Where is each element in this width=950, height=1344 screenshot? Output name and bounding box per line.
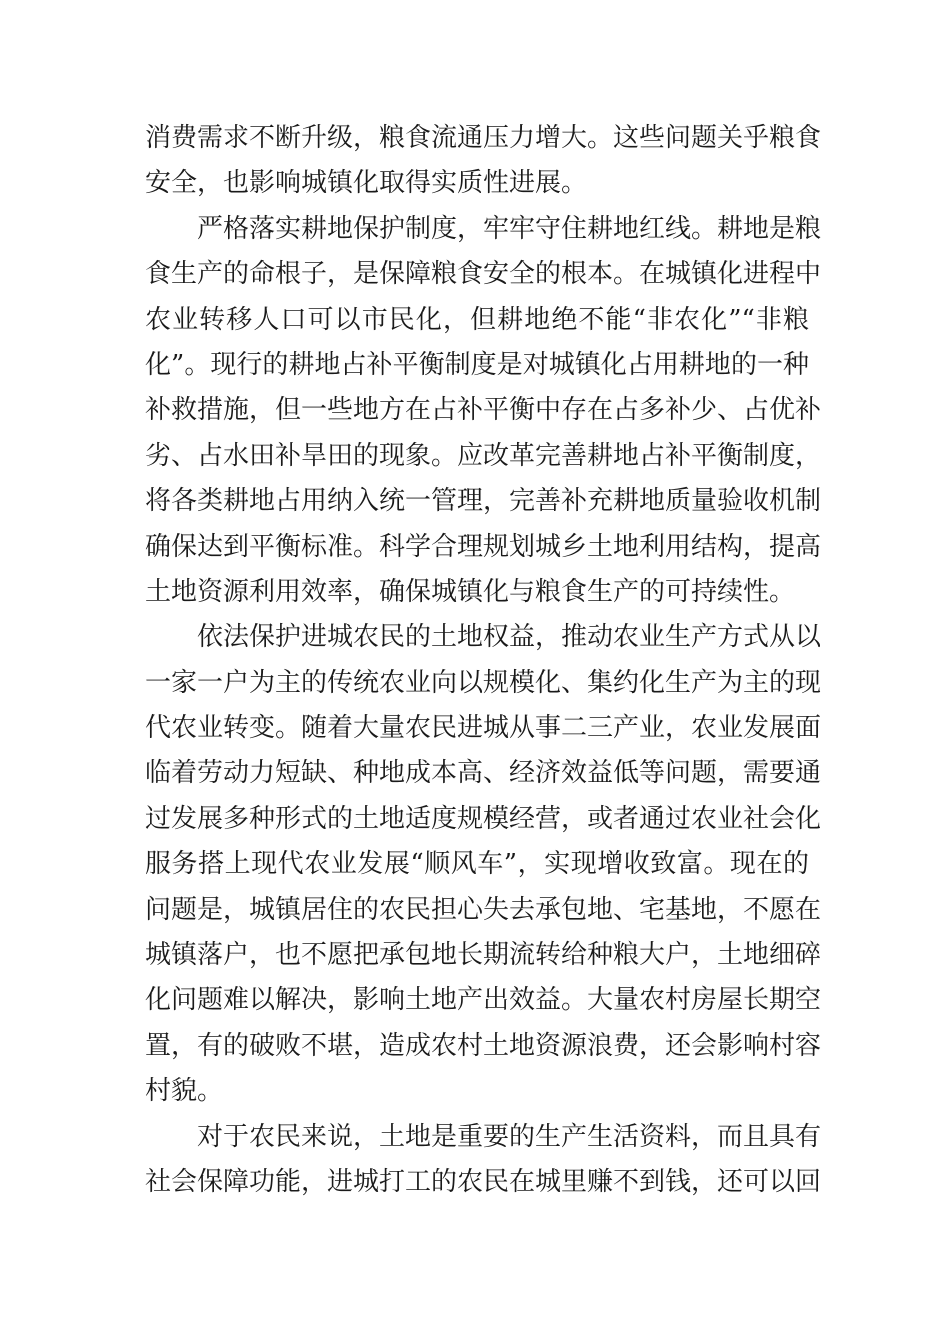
text-line: 依法保护进城农民的土地权益，推动农业生产方式从以 (197, 622, 822, 653)
text-line: 一家一户为主的传统农业向以规模化、集约化生产为主的现 (145, 667, 822, 698)
text-line: 化问题难以解决，影响土地产出效益。大量农村房屋长期空 (145, 985, 822, 1016)
text-line: 消费需求不断升级，粮食流通压力增大。这些问题关乎粮食 (145, 123, 822, 153)
text-line: 农业转移人口可以市民化，但耕地绝不能“非农化”“非粮 (145, 304, 809, 335)
text-line: 补救措施，但一些地方在占补平衡中存在占多补少、占优补 (145, 395, 822, 426)
text-line: 代农业转变。随着大量农民进城从事二三产业，农业发展面 (145, 713, 822, 744)
document-body (145, 116, 822, 1205)
paragraph (145, 116, 822, 207)
text-line: 食生产的命根子，是保障粮食安全的根本。在城镇化进程中 (145, 259, 822, 290)
paragraph (145, 207, 822, 616)
text-line: 城镇落户，也不愿把承包地长期流转给种粮大户，土地细碎 (145, 940, 822, 971)
paragraph (145, 1115, 822, 1206)
text-line: 安全，也影响城镇化取得实质性进展。 (145, 168, 588, 199)
text-line: 化”。现行的耕地占补平衡制度是对城镇化占用耕地的一种 (145, 349, 809, 380)
text-line: 将各类耕地占用纳入统一管理，完善补充耕地质量验收机制 (145, 486, 822, 517)
text-line: 村貌。 (145, 1076, 224, 1107)
text-line: 服务搭上现代农业发展“顺风车”，实现增收致富。现在的 (145, 849, 809, 880)
text-line: 严格落实耕地保护制度，牢牢守住耕地红线。耕地是粮 (197, 213, 822, 244)
paragraph (145, 615, 822, 1114)
text-line: 过发展多种形式的土地适度规模经营，或者通过农业社会化 (145, 803, 822, 834)
text-line: 劣、占水田补旱田的现象。应改革完善耕地占补平衡制度， (145, 440, 822, 471)
text-line: 对于农民来说，土地是重要的生产生活资料，而且具有 (197, 1121, 822, 1152)
text-line: 确保达到平衡标准。科学合理规划城乡土地利用结构，提高 (145, 531, 822, 562)
text-line: 置，有的破败不堪，造成农村土地资源浪费，还会影响村容 (145, 1030, 822, 1061)
text-line: 社会保障功能，进城打工的农民在城里赚不到钱，还可以回 (145, 1166, 822, 1197)
text-line: 问题是，城镇居住的农民担心失去承包地、宅基地，不愿在 (145, 894, 822, 925)
text-line: 土地资源利用效率，确保城镇化与粮食生产的可持续性。 (145, 576, 796, 607)
text-line: 临着劳动力短缺、种地成本高、经济效益低等问题，需要通 (145, 758, 822, 789)
